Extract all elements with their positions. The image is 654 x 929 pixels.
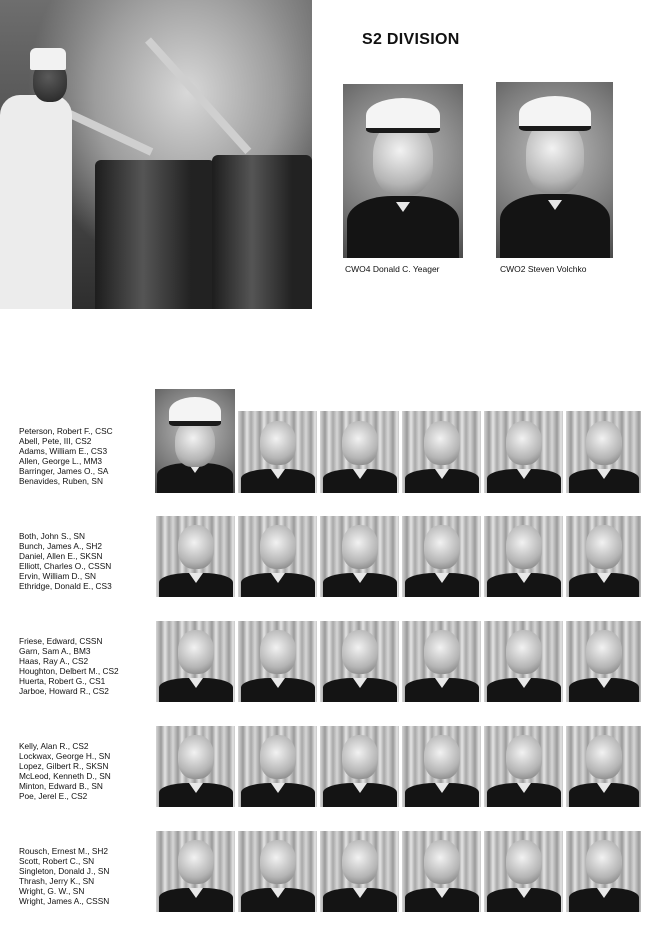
portrait-row2-5 <box>484 516 563 597</box>
crew-name: Ervin, William D., SN <box>19 571 96 581</box>
name-list-row-4 <box>19 741 111 801</box>
crew-name: Daniel, Allen E., SKSN <box>19 551 103 561</box>
crew-name: Singleton, Donald J., SN <box>19 866 110 876</box>
crew-name: Allen, George L., MM3 <box>19 456 103 466</box>
officer-caption-volchko: CWO2 Steven Volchko <box>500 264 587 274</box>
galley-photo <box>0 0 312 309</box>
crew-name: Friese, Edward, CSSN <box>19 636 103 646</box>
crew-name: Peterson, Robert F., CSC <box>19 426 113 436</box>
portrait-row1-3 <box>320 411 399 493</box>
crew-name: Elliott, Charles O., CSSN <box>19 561 112 571</box>
crew-name: Abell, Pete, III, CS2 <box>19 436 92 446</box>
crew-name: Kelly, Alan R., CS2 <box>19 741 89 751</box>
crew-name: Jarboe, Howard R., CS2 <box>19 686 109 696</box>
portrait-row1-6 <box>566 411 641 493</box>
portrait-row5-5 <box>484 831 563 912</box>
name-list-row-2 <box>19 531 112 591</box>
crew-name: Barringer, James O., SA <box>19 466 109 476</box>
crew-name: Huerta, Robert G., CS1 <box>19 676 106 686</box>
portrait-row2-2 <box>238 516 317 597</box>
crew-name: Ethridge, Donald E., CS3 <box>19 581 112 591</box>
crew-name: Lopez, Gilbert R., SKSN <box>19 761 109 771</box>
name-list-row-1 <box>19 426 113 486</box>
portrait-row3-4 <box>402 621 481 702</box>
portrait-row5-3 <box>320 831 399 912</box>
portrait-row2-1 <box>156 516 235 597</box>
portrait-row1-1 <box>155 389 235 493</box>
portrait-row1-4 <box>402 411 481 493</box>
crew-name: Haas, Ray A., CS2 <box>19 656 89 666</box>
crew-name: Poe, Jerel E., CS2 <box>19 791 88 801</box>
crew-name: Wright, G. W., SN <box>19 886 85 896</box>
name-list-row-3 <box>19 636 119 696</box>
portrait-row4-3 <box>320 726 399 807</box>
portrait-row5-2 <box>238 831 317 912</box>
portrait-row4-2 <box>238 726 317 807</box>
crew-name: Scott, Robert C., SN <box>19 856 95 866</box>
crew-name: McLeod, Kenneth D., SN <box>19 771 111 781</box>
portrait-row5-1 <box>156 831 235 912</box>
portrait-row3-2 <box>238 621 317 702</box>
division-title: S2 DIVISION <box>362 31 460 48</box>
crew-name: Benavides, Ruben, SN <box>19 476 103 486</box>
crew-name: Adams, William E., CS3 <box>19 446 108 456</box>
portrait-row2-4 <box>402 516 481 597</box>
crew-name: Lockwax, George H., SN <box>19 751 111 761</box>
crew-name: Rousch, Ernest M., SH2 <box>19 846 108 856</box>
portrait-row4-6 <box>566 726 641 807</box>
officer-caption-yeager: CWO4 Donald C. Yeager <box>345 264 440 274</box>
portrait-row4-4 <box>402 726 481 807</box>
crew-name: Garn, Sam A., BM3 <box>19 646 91 656</box>
name-list-row-5 <box>19 846 109 906</box>
portrait-row1-2 <box>238 411 317 493</box>
crew-name: Both, John S., SN <box>19 531 85 541</box>
portrait-row1-5 <box>484 411 563 493</box>
crew-name: Bunch, James A., SH2 <box>19 541 103 551</box>
portrait-row3-6 <box>566 621 641 702</box>
officer-photo-yeager <box>343 84 463 258</box>
portrait-row4-1 <box>156 726 235 807</box>
portrait-row5-6 <box>566 831 641 912</box>
portrait-row3-1 <box>156 621 235 702</box>
portrait-row4-5 <box>484 726 563 807</box>
crew-name: Wright, James A., CSSN <box>19 896 110 906</box>
portrait-row2-6 <box>566 516 641 597</box>
crew-name: Houghton, Delbert M., CS2 <box>19 666 119 676</box>
crew-name: Thrash, Jerry K., SN <box>19 876 95 886</box>
portrait-row5-4 <box>402 831 481 912</box>
portrait-row2-3 <box>320 516 399 597</box>
crew-name: Minton, Edward B., SN <box>19 781 103 791</box>
portrait-row3-5 <box>484 621 563 702</box>
portrait-row3-3 <box>320 621 399 702</box>
officer-photo-volchko <box>496 82 613 258</box>
